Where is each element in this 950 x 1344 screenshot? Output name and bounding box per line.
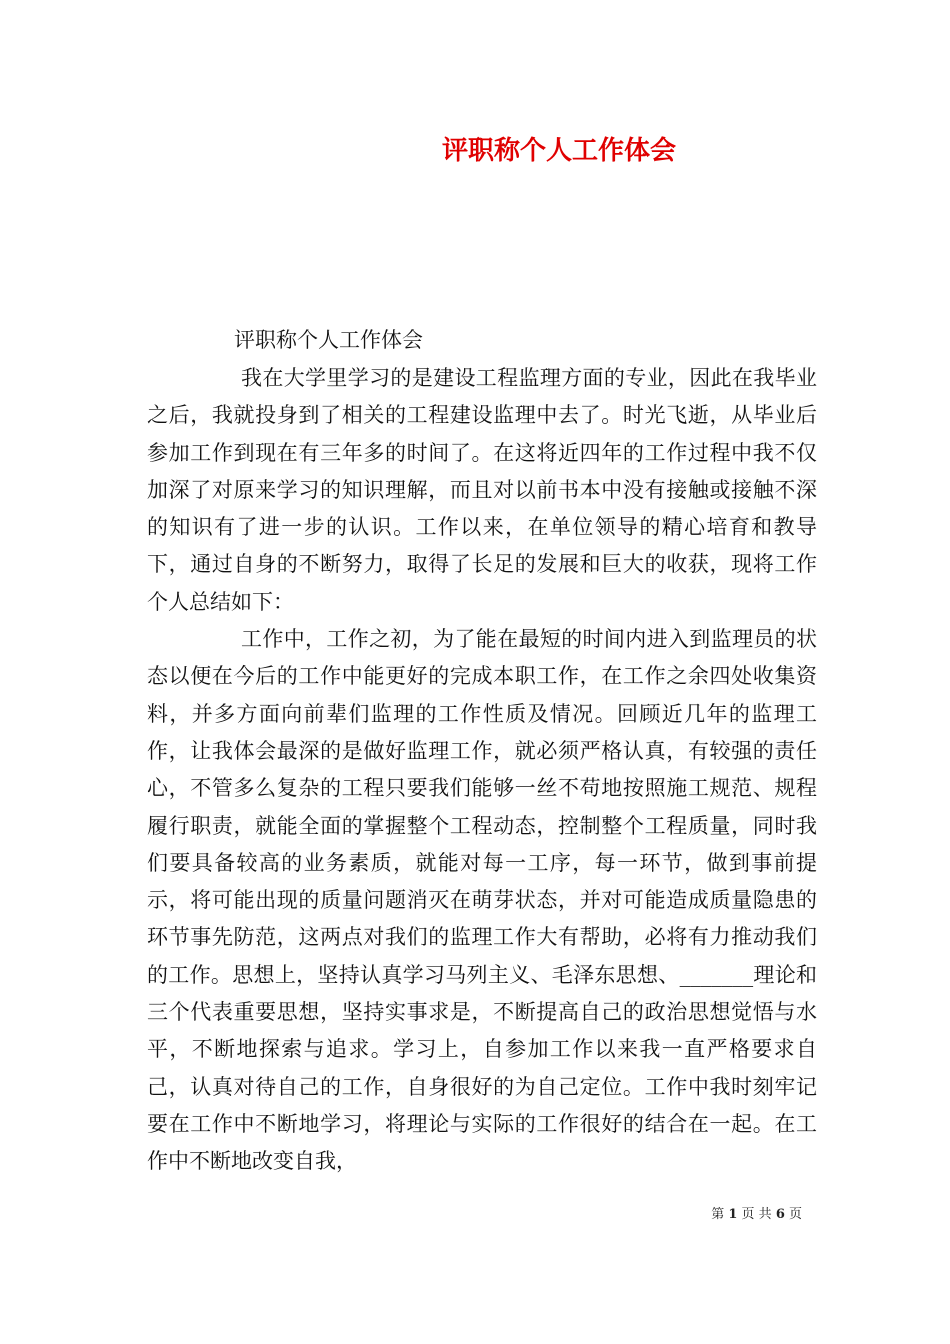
footer-suffix: 页 bbox=[784, 1207, 802, 1222]
footer-prefix: 第 bbox=[711, 1207, 729, 1222]
document-subtitle: 评职称个人工作体会 bbox=[234, 328, 423, 352]
footer-total-pages: 6 bbox=[775, 1207, 785, 1222]
body-paragraph: 工作中，工作之初，为了能在最短的时间内进入到监理员的状态以便在今后的工作中能更好的完成本职工作，在工作之余四处收集资料，并多方面向前辈们监理的工作性质及情况。回顾近几年的监理工作，让我体会最深的是做好监理工作，就必须严格认真，有较强的责任心，不管多么复杂的工程只要我们能够一丝不苟地按照施工规范、规程履行职责，就能全面的掌握整个工程动态，控制整个工程质量，同时我们要具备较高的业务素质，就能对每一工序，每一环节，做到事前提示，将可能出现的质量问题消灭在萌芽状态，并对可能造成质量隐患的环节事先防范，这两点对我们的监理工作大有帮助，必将有力推动我们的工作。思想上，坚持认真学习马列主义、毛泽东思想、_______理论和三个代表重要思想，坚持实事求是，不断提高自己的政治思想觉悟与水平，不断地探索与追求。学习上，自参加工作以来我一直严格要求自己，认真对待自己的工作，自身很好的为自己定位。工作中我时刻牢记要在工作中不断地学习，将理论与实际的工作很好的结合在一起。在工作中不断地改变自我， bbox=[147, 627, 817, 1174]
body-paragraph: 我在大学里学习的是建设工程监理方面的专业，因此在我毕业之后，我就投身到了相关的工程建设监理中去了。时光飞逝，从毕业后参加工作到现在有三年多的时间了。在这将近四年的工作过程中我不仅加深了对原来学习的知识理解，而且对以前书本中没有接触或接触不深的知识有了进一步的认识。工作以来，在单位领导的精心培育和教导下，通过自身的不断努力，取得了长足的发展和巨大的收获，现将工作个人总结如下： bbox=[147, 366, 817, 614]
footer-middle: 页 共 bbox=[737, 1207, 776, 1222]
footer-current-page: 1 bbox=[728, 1207, 738, 1222]
page-footer bbox=[711, 1203, 802, 1222]
document-body bbox=[147, 360, 817, 1181]
document-title: 评职称个人工作体会 bbox=[441, 136, 676, 166]
